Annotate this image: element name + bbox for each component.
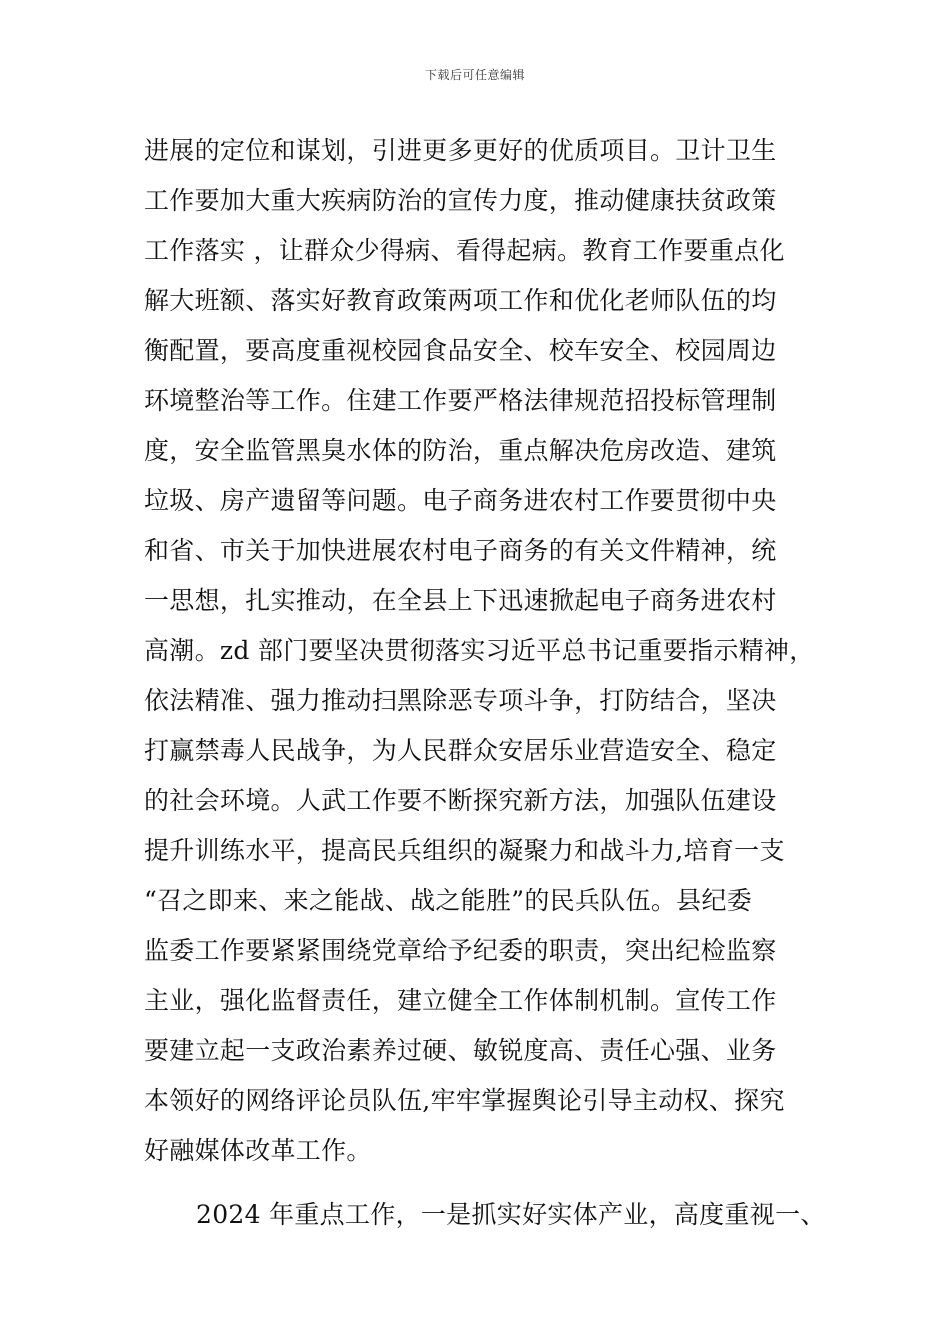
text-line: 好融媒体改革工作。: [144, 1136, 372, 1165]
text-line: 解大班额、落实好教育政策两项工作和优化老师队伍的均: [144, 286, 777, 315]
text-line: 和省、市关于加快进展农村电子商务的有关文件精神，统: [144, 536, 777, 565]
paragraph-gap: [144, 1176, 834, 1190]
text-line: 高潮。zd 部门要坚决贯彻落实习近平总书记重要指示精神，: [144, 636, 815, 665]
text-line: 监委工作要紧紧围绕党章给予纪委的职责，突出纪检监察: [144, 936, 777, 965]
text-line: 依法精准、强力推动扫黑除恶专项斗争，打防结合，坚决: [144, 686, 777, 715]
text-line: 本领好的网络评论员队伍,牢牢掌握舆论引导主动权、探究: [144, 1086, 785, 1115]
text-line: 进展的定位和谋划，引进更多更好的优质项目。卫计卫生: [144, 136, 777, 165]
text-line: 主业，强化监督责任，建立健全工作体制机制。宣传工作: [144, 986, 777, 1015]
text-line: 要建立起一支政治素养过硬、敏锐度高、责任心强、业务: [144, 1036, 777, 1065]
page-header: 下载后可任意编辑: [424, 68, 525, 82]
text-line: 度，安全监管黑臭水体的防治，重点解决危房改造、建筑: [144, 436, 777, 465]
paragraph-2: [144, 1190, 834, 1240]
text-line: “召之即来、来之能战、战之能胜”的民兵队伍。县纪委: [144, 886, 753, 915]
text-line: 提升训练水平，提高民兵组织的凝聚力和战斗力,培育一支: [144, 836, 785, 865]
text-line: 打赢禁毒人民战争，为人民群众安居乐业营造安全、稳定: [144, 736, 777, 765]
text-line: 垃圾、房产遗留等问题。电子商务进农村工作要贯彻中央: [144, 486, 777, 515]
text-line: 工作落实 ，让群众少得病、看得起病。教育工作要重点化: [144, 236, 785, 265]
text-line: 工作要加大重大疾病防治的宣传力度，推动健康扶贫政策: [144, 186, 777, 215]
text-line: 环境整治等工作。住建工作要严格法律规范招投标管理制: [144, 386, 777, 415]
text-line: 衡配置，要高度重视校园食品安全、校车安全、校园周边: [144, 336, 777, 365]
text-line: 一思想，扎实推动，在全县上下迅速掀起电子商务进农村: [144, 586, 777, 615]
document-body: [144, 126, 834, 1240]
text-line: 的社会环境。人武工作要不断探究新方法，加强队伍建设: [144, 786, 777, 815]
paragraph-1: [144, 126, 834, 1176]
text-line: 2024 年重点工作，一是抓实好实体产业，高度重视一、: [196, 1200, 826, 1229]
